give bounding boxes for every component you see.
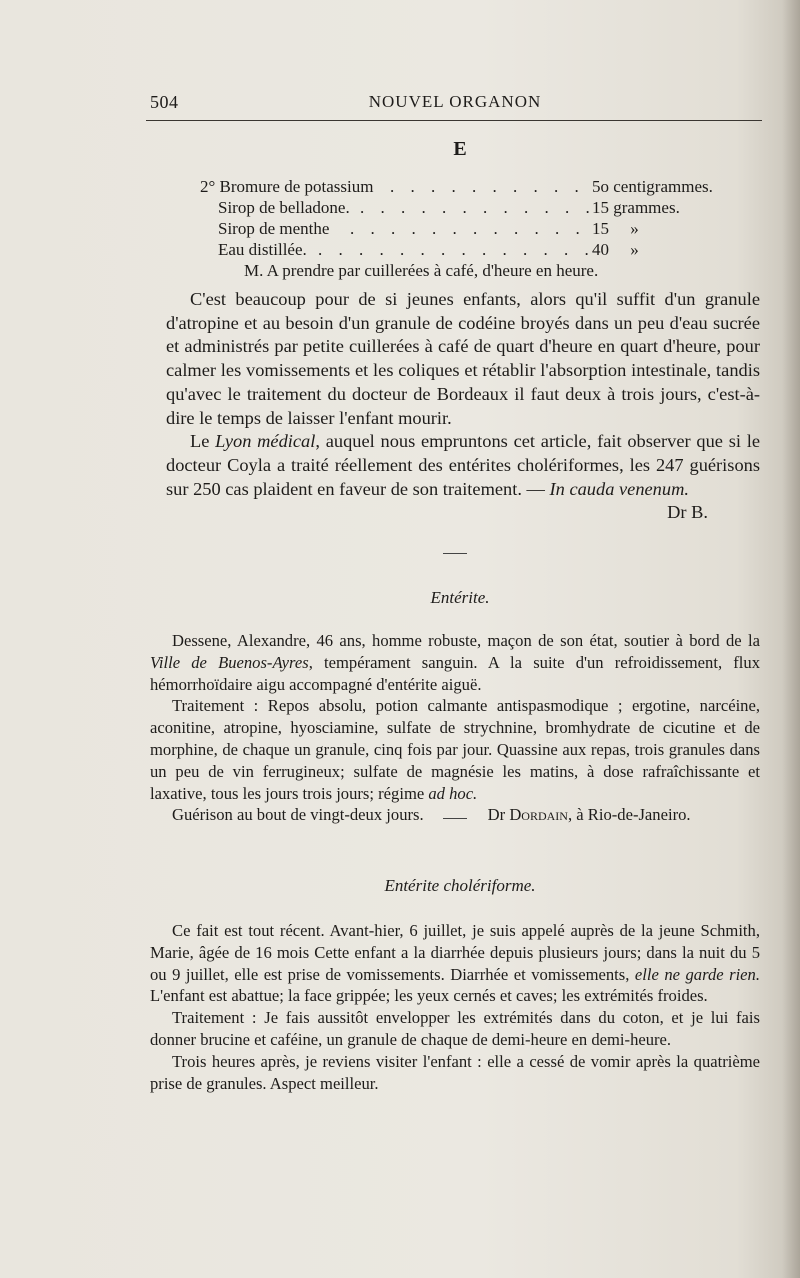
- prescription-note: M. A prendre par cuillerées à café, d'heure en heure.: [244, 261, 599, 280]
- prescription-qty: 15 grammes.: [592, 198, 680, 217]
- page-edge-shadow: [782, 0, 800, 1278]
- section-divider: [443, 553, 467, 554]
- section-title: Entérite cholériforme.: [384, 876, 536, 895]
- paragraph: Traitement : Je fais aussitôt envelopper les extrémités dans du coton, et je lui fais donner brucine et caféine, un granule de chaque de demi-heure en demi-heure.: [150, 1008, 760, 1049]
- leader-dots: . . . . . . . . . . . .: [360, 198, 596, 217]
- text-run: Le: [190, 431, 216, 452]
- paragraph: [166, 430, 760, 523]
- paragraph: Trois heures après, je reviens visiter l'enfant : elle a cessé de vomir après la quatrième prise de granules. Aspect meilleur.: [150, 1051, 760, 1093]
- text-run: , auquel nous empruntons cet article, fait observer que si le docteur Coyla a traité réellement des entérites cholériformes, les 247 guérisons sur 250 cas plaident en faveur de son traitement. —: [166, 431, 760, 499]
- paragraph: C'est beaucoup pour de si jeunes enfants, alors qu'il suffit d'un granule d'atropine et au besoin d'un granule de codéine broyés dans un peu d'eau sucrée et administrés par petite cuillerées à café de quart d'heure en quart d'heure, pour calmer les vomissements et les coliques et rétablir l'absorption intestinale, tandis qu'avec le traitement du docteur de Bordeaux il faut deux à trois jours, c'est-à-dire le temps de laisser l'enfant mourir.: [166, 289, 760, 428]
- paragraph: [150, 804, 760, 826]
- prescription-item: 2° Bromure de potassium: [200, 177, 374, 196]
- section-letter: E: [453, 138, 467, 160]
- page-number: 504: [150, 92, 179, 112]
- case-report: [150, 630, 760, 826]
- text-run: Ce fait est tout récent. Avant-hier, 6 juillet, je suis appelé auprès de la jeune Schmith, Marie, âgée de 16 mois Cette enfant a la diarrhée depuis plusieurs jours; dans la nuit du 5 ou 9 juillet, elle est prise de vomissements. Diarrhée et vomissements,: [150, 921, 760, 984]
- text-run: Guérison au bout de vingt-deux jours.: [172, 805, 424, 825]
- journal-title: Lyon médical: [215, 431, 316, 452]
- paragraph: [150, 630, 760, 695]
- leader-dots: . . . . . . . . . . . .: [350, 219, 586, 238]
- leader-dots: . . . . . . . . . . . . . .: [318, 240, 595, 259]
- text-run: Traitement : Repos absolu, potion calmante antispasmodique ; ergotine, narcéine, aconitine, atropine, hyosciamine, sulfate de strychnine, bromhydrate de cicutine et de morphine, de chaque un granule, cinq fois par jour. Quassine aux repas, trois granules dans un peu de vin ferrugineux; sulfate de magnésie les matins, à dose rafraîchissante et laxative, tous les jours trois jours; régime: [150, 696, 760, 803]
- signature: Dr B.: [667, 502, 708, 523]
- prescription-qty: 5o centigrammes.: [592, 177, 713, 196]
- text-run: , tempérament sanguin. A la suite d'un refroidissement, flux hémorrhoïdaire aigu accompagné d'entérite aiguë.: [150, 652, 760, 694]
- author-name: Dordain: [509, 805, 568, 825]
- case-report: [150, 920, 760, 1094]
- prescription-item: Sirop de menthe: [218, 219, 330, 238]
- prescription-item: Eau distillée.: [218, 240, 307, 259]
- header-rule: [146, 120, 762, 121]
- text-run: Dr: [487, 805, 510, 825]
- emphasis: elle ne garde rien.: [634, 964, 760, 984]
- leader-dots: . . . . . . . . . .: [390, 177, 585, 196]
- section-title: Entérite.: [430, 588, 490, 607]
- prescription-qty: 40 »: [592, 240, 639, 259]
- text-run: Dessene, Alexandre, 46 ans, homme robuste, maçon de son état, soutier à bord de la: [172, 631, 760, 650]
- running-header: [150, 92, 760, 116]
- running-title: NOUVEL ORGANON: [368, 92, 542, 111]
- paragraph: [150, 920, 760, 1007]
- ship-name: Ville de Buenos-Ayres: [150, 652, 309, 672]
- section-divider: [443, 818, 467, 819]
- paragraph: [150, 695, 760, 804]
- text-run: L'enfant est abattue; la face grippée; les yeux cernés et caves; les extrémités froides.: [150, 986, 708, 1006]
- latin-phrase: ad hoc.: [428, 783, 478, 803]
- prescription-item: Sirop de belladone.: [218, 198, 350, 217]
- latin-phrase: In cauda venenum.: [549, 478, 689, 499]
- prescription: [200, 176, 740, 280]
- prescription-qty: 15 »: [592, 219, 639, 238]
- article-body: [166, 288, 760, 525]
- text-run: , à Rio-de-Janeiro.: [567, 805, 691, 825]
- signature: [488, 805, 691, 824]
